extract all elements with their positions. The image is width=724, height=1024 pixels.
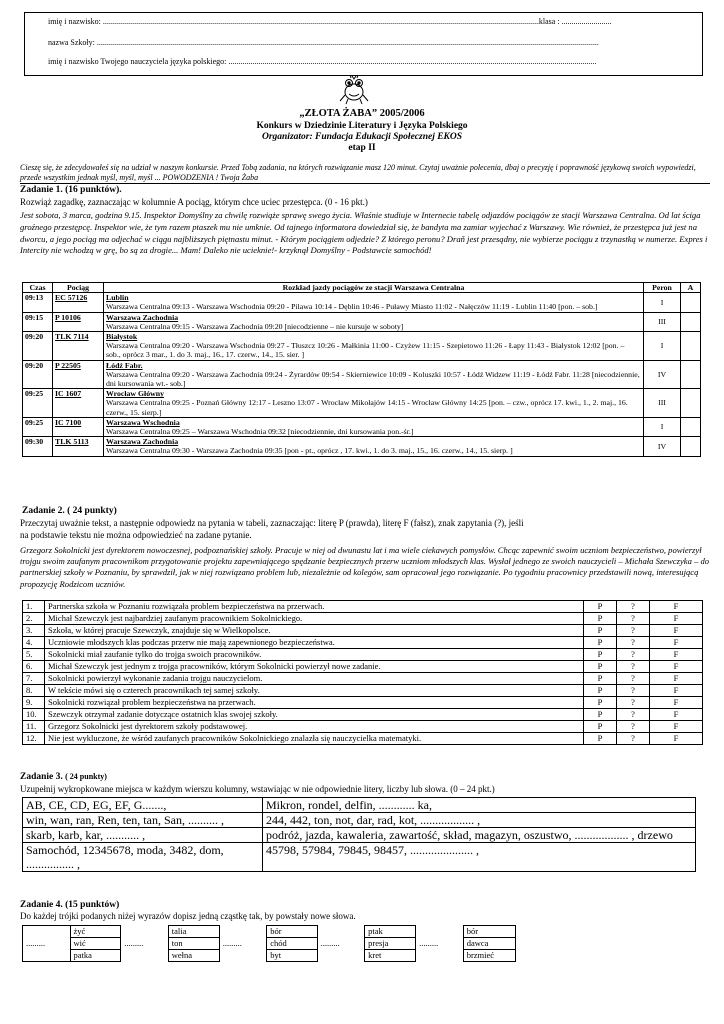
question-text: Michał Szewczyk jest jednym z trojga pracowników, którym Sokolnicki powierzył nowe zadanie. bbox=[45, 661, 584, 673]
route-cell bbox=[104, 360, 644, 389]
task3-points: ( 24 punkty) bbox=[65, 772, 107, 781]
unknown-option[interactable]: ? bbox=[617, 637, 650, 649]
question-number: 3. bbox=[23, 625, 45, 637]
table-row bbox=[23, 798, 696, 813]
question-text: Szewczyk otrzymał zadanie dotyczące ostatnich klas swojej szkoły. bbox=[45, 709, 584, 721]
table-row bbox=[23, 733, 703, 745]
table-row bbox=[23, 685, 703, 697]
train-number: IC 1607 bbox=[53, 389, 104, 418]
word: dawca bbox=[463, 938, 515, 950]
stage: etap II bbox=[348, 143, 376, 153]
train-number: IC 7100 bbox=[53, 417, 104, 436]
platform: III bbox=[644, 389, 681, 418]
train-number: TLK 5113 bbox=[53, 437, 104, 456]
false-option[interactable]: F bbox=[650, 601, 703, 613]
task3-heading-text: Zadanie 3. bbox=[20, 772, 63, 782]
true-option[interactable]: P bbox=[584, 733, 617, 745]
table-row bbox=[23, 697, 703, 709]
question-number: 1. bbox=[23, 601, 45, 613]
table-row bbox=[23, 709, 703, 721]
true-option[interactable]: P bbox=[584, 649, 617, 661]
false-option[interactable]: F bbox=[650, 685, 703, 697]
col-time: Czas bbox=[23, 283, 53, 293]
question-text: Sokolnicki rozwiązał problem bezpieczeństwa na przerwach. bbox=[45, 697, 584, 709]
unknown-option[interactable]: ? bbox=[617, 613, 650, 625]
task3-instruction: Uzupełnij wykropkowane miejsca w każdym wierszu kolumny, wstawiając w nie odpowiednie litery, liczby lub słowa. (0 – 24 pkt.) bbox=[20, 784, 495, 794]
table-row bbox=[23, 360, 701, 389]
task2-instruction-1: Przeczytaj uważnie tekst, a następnie odpowiedz na pytania w tabeli, zaznaczając: literę P (prawda), literę F (fałsz), znak zapytania (?), jeśli bbox=[20, 518, 524, 528]
answer-cell[interactable] bbox=[681, 417, 701, 436]
sequence-cell[interactable]: Mikron, rondel, delfin, ............ ka, bbox=[263, 798, 696, 813]
word-parts-table bbox=[22, 925, 516, 962]
train-number: EC 57126 bbox=[53, 293, 104, 312]
train-time: 09:15 bbox=[23, 312, 53, 331]
question-number: 9. bbox=[23, 697, 45, 709]
question-number: 10. bbox=[23, 709, 45, 721]
train-time: 09:30 bbox=[23, 437, 53, 456]
task2-instruction-2: na podstawie tekstu nie można odpowiedzieć na zadane pytanie. bbox=[20, 530, 252, 540]
platform: III bbox=[644, 312, 681, 331]
destination: Lublin bbox=[106, 293, 129, 303]
answer-cell[interactable] bbox=[681, 360, 701, 389]
sequence-cell[interactable]: win, wan, ran, Ren, ten, tan, San, .......... , bbox=[23, 813, 263, 828]
word: kret bbox=[365, 950, 416, 962]
route-cell bbox=[104, 437, 644, 456]
divider bbox=[20, 183, 710, 184]
task1-instruction: Rozwiąż zagadkę, zaznaczając w kolumnie A pociąg, którym chce uciec przestępca. (0 - 16 pkt.) bbox=[20, 197, 368, 207]
true-option[interactable]: P bbox=[584, 637, 617, 649]
answer-dots[interactable]: ......... bbox=[23, 926, 71, 962]
route-text: Warszawa Centralna 09:20 - Warszawa Zachodnia 09:24 - Żyrardów 09:54 - Skierniewice 10:09 - Koluszki 10:57 - Łódź Widzew 11:19 - Łódź Fabr. 11:28 [niecodziennie, dni kursowania wt.- sob.] bbox=[106, 369, 640, 389]
false-option[interactable]: F bbox=[650, 637, 703, 649]
question-number: 6. bbox=[23, 661, 45, 673]
table-row bbox=[23, 437, 701, 456]
true-option[interactable]: P bbox=[584, 721, 617, 733]
table-row bbox=[23, 721, 703, 733]
answer-dots[interactable]: ......... bbox=[222, 938, 242, 948]
sequence-table bbox=[22, 797, 696, 872]
train-number: P 10106 bbox=[53, 312, 104, 331]
train-time: 09:25 bbox=[23, 417, 53, 436]
question-number: 5. bbox=[23, 649, 45, 661]
question-text: Uczniowie młodszych klas podczas przerw nie mają zapewnionego bezpieczeństwa. bbox=[45, 637, 584, 649]
false-option[interactable]: F bbox=[650, 673, 703, 685]
route-text: Warszawa Centralna 09:13 - Warszawa Wschodnia 09:20 - Pilawa 10:14 - Dęblin 10:46 - Puławy Miasto 11:02 - Nałęczów 11:19 - Lublin 11:40 [pon. – sob.] bbox=[106, 302, 598, 312]
route-text: Warszawa Centralna 09:15 - Warszawa Zachodnia 09:20 [niecodzienne – nie kursuje w soboty] bbox=[106, 321, 404, 331]
destination: Warszawa Zachodnia bbox=[106, 437, 179, 447]
true-option[interactable]: P bbox=[584, 673, 617, 685]
unknown-option[interactable]: ? bbox=[617, 721, 650, 733]
true-option[interactable]: P bbox=[584, 697, 617, 709]
task4-heading: Zadanie 4. (15 punktów) bbox=[20, 900, 120, 910]
false-option[interactable]: F bbox=[650, 733, 703, 745]
task3-heading bbox=[20, 772, 107, 782]
unknown-option[interactable]: ? bbox=[617, 697, 650, 709]
route-cell bbox=[104, 332, 644, 361]
answer-dots[interactable]: ......... bbox=[419, 938, 439, 948]
route-cell bbox=[104, 417, 644, 436]
table-row bbox=[23, 625, 703, 637]
word: żyć bbox=[70, 926, 121, 938]
table-row bbox=[23, 828, 696, 843]
train-number: TLK 7114 bbox=[53, 332, 104, 361]
false-option[interactable]: F bbox=[650, 625, 703, 637]
word: byt bbox=[267, 950, 317, 962]
contest-subtitle: Konkurs w Dziedzinie Literatury i Języka Polskiego bbox=[256, 121, 468, 131]
route-text: Warszawa Centralna 09:25 - Poznań Główny 12:17 - Leszno 13:07 - Wrocław Mikołajów 14:15 - Wrocław Główny 14:25 [pon. – czw., oprócz 17. kwi., 1., 2. maj., 16. czerw., 15. sierp.] bbox=[106, 398, 628, 417]
sequence-cell[interactable]: skarb, karb, kar, ........... , bbox=[23, 828, 263, 843]
intro-text: Cieszę się, że zdecydowałeś się na udział w naszym konkursie. Przed Tobą zadania, na których rozwiązanie masz 120 minut. Czytaj uważnie polecenia, dbaj o precyzję i poprawność językową swoich wypowiedzi, przede wszystkim jednak myśl, myśl, myśl ... POWODZENIA ! Twoja Żaba bbox=[20, 163, 696, 182]
table-row bbox=[23, 649, 703, 661]
table-row bbox=[23, 332, 701, 361]
route-cell bbox=[104, 293, 644, 312]
task2-story: Grzegorz Sokolnicki jest dyrektorem nowoczesnej, podpoznańskiej szkoły. Pracuje w niej od dwunastu lat i ma wiele ciekawych pomysłów. Chcąc zapewnić swoim uczniom bezpieczeństwo, powierzył trojgu swoim zaufanym pracownikom przygotowanie projektu zapewniającego spędzanie bezpiecznych przerw uczniom młodszych klas. Wysłał jednego ze swoich nauczycieli – Michała Szewczyka – do partnerskiej szkoły w Poznaniu, by sprawdził, jak w niej rozwiązano problem lub, niezależnie od kolegów, sam opracował jego rozwiązanie. Po tygodniu pracownicy przedstawili nową, interesującą propozycję Rodzicom uczniów. bbox=[20, 545, 710, 589]
question-text: Grzegorz Sokolnicki jest dyrektorem szkoły podstawowej. bbox=[45, 721, 584, 733]
table-row bbox=[23, 312, 701, 331]
col-platform: Peron bbox=[644, 283, 681, 293]
destination: Wrocław Główny bbox=[106, 389, 164, 399]
question-text: W tekście mówi się o czterech pracownikach tej samej szkoły. bbox=[45, 685, 584, 697]
unknown-option[interactable]: ? bbox=[617, 661, 650, 673]
answer-cell[interactable] bbox=[681, 389, 701, 418]
word: talia bbox=[168, 926, 219, 938]
task4-instruction: Do każdej trójki podanych niżej wyrazów dopisz jedną cząstkę tak, by powstały nowe słowa. bbox=[20, 911, 356, 921]
task2-heading: Zadanie 2. ( 24 punkty) bbox=[22, 506, 117, 516]
word: ton bbox=[168, 938, 219, 950]
route-cell bbox=[104, 312, 644, 331]
table-row bbox=[23, 293, 701, 312]
answer-cell[interactable] bbox=[681, 332, 701, 361]
true-option[interactable]: P bbox=[584, 709, 617, 721]
unknown-option[interactable]: ? bbox=[617, 625, 650, 637]
table-row bbox=[23, 926, 516, 938]
platform: I bbox=[644, 417, 681, 436]
sequence-cell[interactable]: AB, CE, CD, EG, EF, G......., bbox=[23, 798, 263, 813]
question-number: 12. bbox=[23, 733, 45, 745]
route-text: Warszawa Centralna 09:20 - Warszawa Wschodnia 09:27 - Tłuszcz 10:26 - Małkinia 11:00 - Czyżew 11:15 - Szepietowo 11:26 - Łapy 11:43 - Białystok 12:02 [pon. – sob., oprócz 3 mar., 1. do 3. maj., 16., 17. czerw., 14., 15. sier. ] bbox=[106, 341, 625, 360]
train-time: 09:13 bbox=[23, 293, 53, 312]
destination: Warszawa Wschodnia bbox=[106, 417, 180, 427]
answer-cell[interactable] bbox=[681, 293, 701, 312]
unknown-option[interactable]: ? bbox=[617, 673, 650, 685]
unknown-option[interactable]: ? bbox=[617, 601, 650, 613]
sequence-cell[interactable]: podróż, jazda, kawaleria, zawartość, skład, magazyn, oszustwo, .................. , drzewo bbox=[263, 828, 696, 843]
col-schedule: Rozkład jazdy pociągów ze stacji Warszawa Centralna bbox=[104, 283, 644, 293]
word: ptak bbox=[365, 926, 416, 938]
table-row bbox=[23, 637, 703, 649]
answer-dots[interactable]: ......... bbox=[320, 938, 340, 948]
unknown-option[interactable]: ? bbox=[617, 649, 650, 661]
table-header-row bbox=[23, 283, 701, 293]
sequence-cell[interactable]: 45798, 57984, 79845, 98457, ..................... , bbox=[263, 843, 696, 872]
platform: I bbox=[644, 332, 681, 361]
question-number: 4. bbox=[23, 637, 45, 649]
platform: IV bbox=[644, 360, 681, 389]
table-row bbox=[23, 813, 696, 828]
frog-logo-icon bbox=[336, 73, 372, 105]
route-cell bbox=[104, 389, 644, 418]
destination: Białystok bbox=[106, 332, 138, 342]
unknown-option[interactable]: ? bbox=[617, 733, 650, 745]
false-option[interactable]: F bbox=[650, 697, 703, 709]
word: chód bbox=[267, 938, 317, 950]
student-name-field[interactable]: imię i nazwisko: ..........................................................................................................................................................................................................................klasa : ......................... bbox=[48, 17, 612, 26]
word: bór bbox=[267, 926, 317, 938]
true-option[interactable]: P bbox=[584, 601, 617, 613]
unknown-option[interactable]: ? bbox=[617, 685, 650, 697]
question-text: Michał Szewczyk jest najbardziej zaufanym pracownikiem Sokolnickiego. bbox=[45, 613, 584, 625]
false-option[interactable]: F bbox=[650, 721, 703, 733]
question-text: Nie jest wykluczone, że wśród zaufanych pracowników Sokolnickiego znalazła się nauczycielka matematyki. bbox=[45, 733, 584, 745]
question-number: 11. bbox=[23, 721, 45, 733]
answer-cell[interactable] bbox=[681, 312, 701, 331]
task1-heading: Zadanie 1. (16 punktów). bbox=[20, 185, 122, 195]
platform: I bbox=[644, 293, 681, 312]
word: presja bbox=[365, 938, 416, 950]
table-row bbox=[23, 389, 701, 418]
question-text: Szkoła, w której pracuje Szewczyk, znajduje się w Wielkopolsce. bbox=[45, 625, 584, 637]
platform: IV bbox=[644, 437, 681, 456]
train-time: 09:20 bbox=[23, 332, 53, 361]
table-row bbox=[23, 613, 703, 625]
destination: Warszawa Zachodnia bbox=[106, 312, 179, 322]
false-option[interactable]: F bbox=[650, 613, 703, 625]
question-text: Partnerska szkoła w Poznaniu rozwiązała problem bezpieczeństwa na przerwach. bbox=[45, 601, 584, 613]
col-answer: A bbox=[681, 283, 701, 293]
false-option[interactable]: F bbox=[650, 709, 703, 721]
word: brzmieć bbox=[463, 950, 515, 962]
word: wełna bbox=[168, 950, 219, 962]
true-option[interactable]: P bbox=[584, 685, 617, 697]
table-row bbox=[23, 673, 703, 685]
word: wić bbox=[70, 938, 121, 950]
sequence-cell[interactable]: Samochód, 12345678, moda, 3482, dom, ................ , bbox=[23, 843, 263, 872]
school-name-field[interactable]: nazwa Szkoły: ........................................................................................................................................................................................................................................................... bbox=[48, 38, 599, 47]
train-schedule-table bbox=[22, 282, 701, 457]
answer-dots[interactable]: ......... bbox=[124, 938, 144, 948]
organizer: Organizator: Fundacja Edukacji Społecznej EKOS bbox=[261, 132, 463, 142]
table-row bbox=[23, 601, 703, 613]
false-option[interactable]: F bbox=[650, 661, 703, 673]
train-time: 09:25 bbox=[23, 389, 53, 418]
train-number: P 22505 bbox=[53, 360, 104, 389]
teacher-name-field[interactable]: imię i nazwisko Twojego nauczyciela języka polskiego: ........................................................................................................................................................................................ bbox=[48, 57, 597, 66]
question-number: 2. bbox=[23, 613, 45, 625]
table-row bbox=[23, 843, 696, 872]
col-train: Pociąg bbox=[53, 283, 104, 293]
false-option[interactable]: F bbox=[650, 649, 703, 661]
train-time: 09:20 bbox=[23, 360, 53, 389]
true-option[interactable]: P bbox=[584, 661, 617, 673]
contest-title: „ZŁOTA ŻABA” 2005/2006 bbox=[299, 108, 425, 119]
word: patka bbox=[70, 950, 121, 962]
question-number: 8. bbox=[23, 685, 45, 697]
route-text: Warszawa Centralna 09:25 – Warszawa Wschodnia 09:32 [niecodziennie, dni kursowania pon.-śr.] bbox=[106, 427, 414, 437]
question-number: 7. bbox=[23, 673, 45, 685]
route-text: Warszawa Centralna 09:30 - Warszawa Zachodnia 09:35 [pon - pt., oprócz , 17. kwi., 1. do 3. maj., 15., 16. czerw., 14., 15. sierp. ] bbox=[106, 446, 513, 456]
answer-cell[interactable] bbox=[681, 437, 701, 456]
table-row bbox=[23, 417, 701, 436]
task1-story: Jest sobota, 3 marca, godzina 9.15. Inspektor Domyślny za chwilę rozwiąże sprawę swego życia. Właśnie studiuje w Internecie tabelę odjazdów pociągów ze stacji Warszawa Centralna. Od lat ściga groźnego przestępcę. Inspektor wie, że tym razem ptaszek mu nie umknie. Od tajnego informatora dowiedział się, że bandyta ma zamiar wyjechać z Warszawy. Wie również, że przestępca już jest na dworcu, a jego pociąg ma odjechać w ciągu najbliższych piętnastu minut. - Którym pociągiem odjedzie? Z którego peronu? Draň jest przesądny, nie wybierze pociągu z trzynastką w numerze. Expres i Intercity nie wchodzą w grę, bo są za drogie... Mam! Daleko nie ucieknie!- krzyknął Domyślny - Podstawcie samochód! bbox=[20, 210, 708, 256]
true-false-table bbox=[22, 600, 703, 745]
destination: Łódź Fabr. bbox=[106, 360, 143, 370]
true-option[interactable]: P bbox=[584, 625, 617, 637]
table-row bbox=[23, 661, 703, 673]
unknown-option[interactable]: ? bbox=[617, 709, 650, 721]
sequence-cell[interactable]: 244, 442, ton, not, dar, rad, kot, .................. , bbox=[263, 813, 696, 828]
question-text: Sokolnicki powierzył wykonanie zadania trojgu nauczycielom. bbox=[45, 673, 584, 685]
question-text: Sokolnicki miał zaufanie tylko do trojga swoich pracowników. bbox=[45, 649, 584, 661]
word: bór bbox=[463, 926, 515, 938]
true-option[interactable]: P bbox=[584, 613, 617, 625]
